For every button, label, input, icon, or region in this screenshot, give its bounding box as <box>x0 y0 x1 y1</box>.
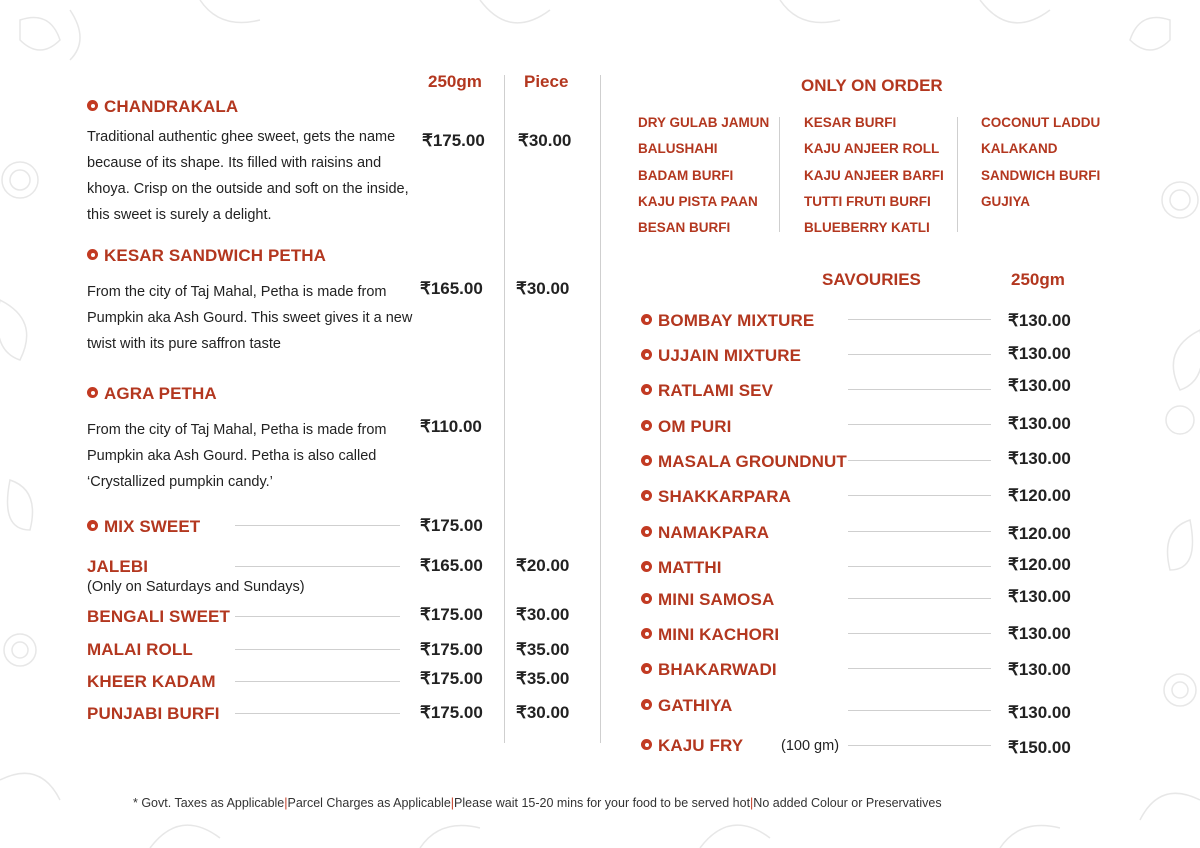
section-divider <box>600 75 601 743</box>
item-name: UJJAIN MIXTURE <box>658 346 802 365</box>
price-250gm: ₹175.00 <box>420 605 483 624</box>
savoury-item <box>641 346 801 366</box>
order-item: KAJU ANJEER ROLL <box>804 141 940 157</box>
price-piece: ₹20.00 <box>516 556 570 575</box>
menu-item-mix-sweet <box>87 517 200 537</box>
leader-line <box>848 745 991 746</box>
savoury-item <box>641 736 743 756</box>
price-250gm: ₹175.00 <box>420 640 483 659</box>
item-note: (Only on Saturdays and Sundays) <box>87 579 305 595</box>
savoury-item <box>641 452 847 472</box>
menu-item-kesar-sandwich-petha <box>87 246 326 266</box>
savoury-item <box>641 625 779 645</box>
item-quantity: (100 gm) <box>781 738 840 754</box>
price-piece: ₹30.00 <box>516 279 570 298</box>
price-250gm: ₹175.00 <box>420 669 483 688</box>
item-name: MIX SWEET <box>104 517 201 536</box>
price-250gm: ₹110.00 <box>420 417 482 436</box>
savoury-price: ₹130.00 <box>1008 660 1071 679</box>
bullet-icon <box>87 387 98 398</box>
savoury-price: ₹150.00 <box>1008 738 1071 757</box>
menu-item-agra-petha <box>87 384 217 404</box>
item-description: From the city of Taj Mahal, Petha is made from Pumpkin aka Ash Gourd. Petha is also called ‘Crystallized pumpkin candy.’ <box>87 422 387 490</box>
bullet-icon <box>641 628 652 639</box>
item-name: MASALA GROUNDNUT <box>658 452 847 471</box>
footer-separator: | <box>284 796 288 810</box>
footer-parcel: Parcel Charges as Applicable <box>287 796 451 810</box>
savoury-item <box>641 311 814 331</box>
item-name: CHANDRAKALA <box>104 97 239 116</box>
leader-line <box>848 354 991 355</box>
order-item: DRY GULAB JAMUN <box>638 115 770 130</box>
order-list-column-2 <box>804 115 944 246</box>
savoury-price: ₹120.00 <box>1008 486 1071 505</box>
leader-line <box>848 531 991 532</box>
menu-item-chandrakala <box>87 97 238 117</box>
order-item: KALAKAND <box>981 141 1058 157</box>
order-item: KAJU PISTA PAAN <box>638 193 758 209</box>
item-name: KESAR SANDWICH PETHA <box>104 246 327 265</box>
item-name: BHAKARWADI <box>658 660 777 679</box>
footer-wait: Please wait 15-20 mins for your food to be served hot <box>454 796 751 810</box>
menu-item-jalebi: JALEBI <box>87 557 149 576</box>
savoury-item <box>641 558 722 578</box>
savoury-price: ₹130.00 <box>1008 449 1071 468</box>
weight-column-header: 250gm <box>428 72 482 91</box>
item-name: BOMBAY MIXTURE <box>658 311 815 330</box>
leader-line <box>848 424 991 425</box>
bullet-icon <box>641 349 652 360</box>
item-name: NAMAKPARA <box>658 523 770 542</box>
order-item: KAJU ANJEER BARFI <box>804 167 944 183</box>
item-name: RATLAMI SEV <box>658 381 774 400</box>
order-item: SANDWICH BURFI <box>981 167 1101 183</box>
footer-taxes: * Govt. Taxes as Applicable <box>133 796 285 810</box>
savouries-heading: SAVOURIES <box>822 270 921 289</box>
price-250gm: ₹175.00 <box>420 703 483 722</box>
item-name: MINI KACHORI <box>658 625 780 644</box>
price-piece: ₹30.00 <box>516 605 570 624</box>
bullet-icon <box>641 699 652 710</box>
savoury-item <box>641 696 732 716</box>
leader-line <box>848 460 991 461</box>
item-description: Traditional authentic ghee sweet, gets the name because of its shape. Its filled with raisins and khoya. Crisp on the outside and soft on the inside, this sweet is surely a delight. <box>87 129 409 223</box>
menu-item-kheer-kadam: KHEER KADAM <box>87 672 216 691</box>
savoury-price: ₹130.00 <box>1008 587 1071 606</box>
leader-line <box>235 649 400 650</box>
savoury-price: ₹120.00 <box>1008 555 1071 574</box>
bullet-icon <box>641 593 652 604</box>
savoury-price: ₹120.00 <box>1008 524 1071 543</box>
item-name: GATHIYA <box>658 696 733 715</box>
bullet-icon <box>641 526 652 537</box>
bullet-icon <box>87 520 98 531</box>
order-item: KESAR BURFI <box>804 115 897 130</box>
savoury-item <box>641 487 791 507</box>
savoury-price: ₹130.00 <box>1008 414 1071 433</box>
item-name: MATTHI <box>658 558 722 577</box>
leader-line <box>235 616 400 617</box>
leader-line <box>848 668 991 669</box>
savoury-item <box>641 660 777 680</box>
order-col-divider <box>957 117 958 232</box>
leader-line <box>235 681 400 682</box>
item-name: OM PURI <box>658 417 732 436</box>
leader-line <box>235 525 400 526</box>
only-on-order-heading: ONLY ON ORDER <box>801 76 943 95</box>
footer-colour: No added Colour or Preservatives <box>753 796 942 810</box>
bullet-icon <box>641 490 652 501</box>
bullet-icon <box>641 314 652 325</box>
item-name: KAJU FRY <box>658 736 744 755</box>
leader-line <box>848 389 991 390</box>
bullet-icon <box>87 100 98 111</box>
price-piece: ₹30.00 <box>516 703 570 722</box>
order-item: TUTTI FRUTI BURFI <box>804 193 931 209</box>
footer-notes <box>133 796 942 810</box>
order-list-column-1 <box>638 115 769 246</box>
price-piece: ₹30.00 <box>518 131 572 150</box>
item-name: AGRA PETHA <box>104 384 217 403</box>
leader-line <box>235 566 400 567</box>
leader-line <box>848 598 991 599</box>
order-item: COCONUT LADDU <box>981 115 1101 130</box>
savoury-price: ₹130.00 <box>1008 624 1071 643</box>
savoury-item <box>641 523 769 543</box>
item-description: From the city of Taj Mahal, Petha is made from Pumpkin aka Ash Gourd. This sweet gives it a new twist with its pure saffron taste <box>87 284 413 352</box>
savoury-price: ₹130.00 <box>1008 311 1071 330</box>
bullet-icon <box>641 663 652 674</box>
bullet-icon <box>641 455 652 466</box>
price-piece: ₹35.00 <box>516 669 570 688</box>
footer-separator: | <box>450 796 455 810</box>
order-item: BLUEBERRY KATLI <box>804 220 930 236</box>
leader-line <box>848 633 991 634</box>
price-250gm: ₹165.00 <box>420 556 483 575</box>
price-piece: ₹35.00 <box>516 640 570 659</box>
item-name: MINI SAMOSA <box>658 590 775 609</box>
bullet-icon <box>641 739 652 750</box>
column-divider <box>504 75 505 743</box>
bullet-icon <box>641 420 652 431</box>
savouries-weight-header: 250gm <box>1011 270 1065 289</box>
leader-line <box>235 713 400 714</box>
savoury-item <box>641 381 773 401</box>
leader-line <box>848 566 991 567</box>
bullet-icon <box>87 249 98 260</box>
piece-column-header: Piece <box>524 72 569 91</box>
leader-line <box>848 710 991 711</box>
savoury-price: ₹130.00 <box>1008 376 1071 395</box>
order-col-divider <box>779 117 780 232</box>
price-250gm: ₹175.00 <box>420 516 483 535</box>
savoury-price: ₹130.00 <box>1008 703 1071 722</box>
order-item: GUJIYA <box>981 193 1031 209</box>
savoury-item <box>641 417 731 437</box>
menu-item-bengali-sweet: BENGALI SWEET <box>87 607 230 626</box>
menu-item-malai-roll: MALAI ROLL <box>87 640 193 659</box>
footer-separator: | <box>750 796 754 810</box>
order-item: BADAM BURFI <box>638 167 734 183</box>
savoury-item <box>641 590 774 610</box>
leader-line <box>848 495 991 496</box>
order-item: BESAN BURFI <box>638 220 731 236</box>
price-250gm: ₹165.00 <box>420 279 483 298</box>
price-250gm: ₹175.00 <box>422 131 485 150</box>
bullet-icon <box>641 384 652 395</box>
savoury-price: ₹130.00 <box>1008 344 1071 363</box>
order-item: BALUSHAHI <box>638 141 718 157</box>
bullet-icon <box>641 561 652 572</box>
order-list-column-3 <box>981 115 1100 220</box>
menu-item-punjabi-burfi: PUNJABI BURFI <box>87 704 220 723</box>
item-name: SHAKKARPARA <box>658 487 792 506</box>
leader-line <box>848 319 991 320</box>
